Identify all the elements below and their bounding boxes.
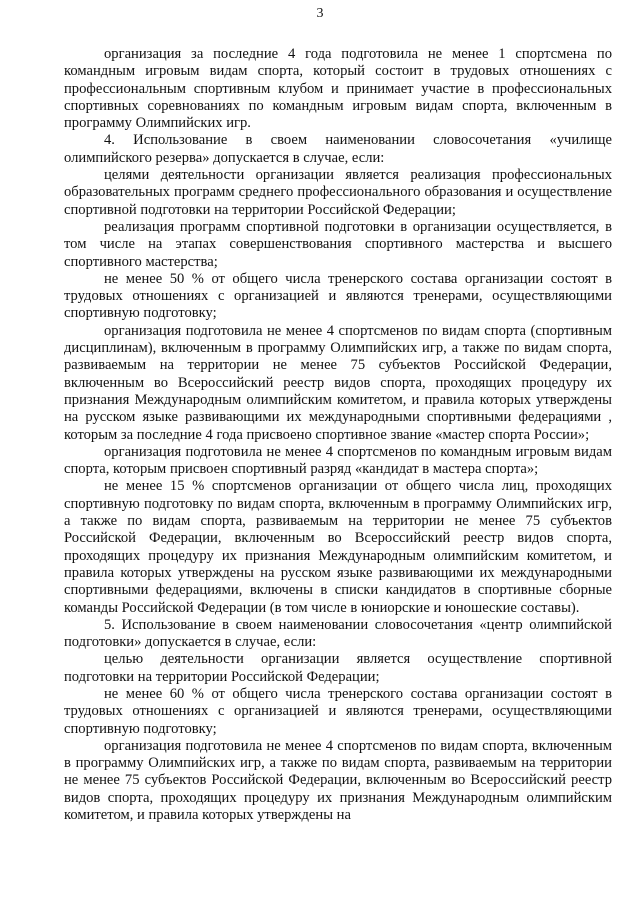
paragraph-section-4-heading: 4. Использование в своем наименовании словосочетания «училище олимпийского резерва» допускается в случае, если: <box>64 132 612 166</box>
paragraph-section-4-coaches: не менее 50 % от общего числа тренерского состава организации состоят в трудовых отношениях с организацией и являются тренерами, осуществляющими спортивную подготовку; <box>64 270 612 322</box>
paragraph-olympic-team-sports-clause: организация за последние 4 года подготовила не менее 1 спортсмена по командным игровым видам спорта, который состоит в трудовых отношениях с профессиональным спортивным клубом и принимает участие в профессиональных спортивных соревнованиях по командным игровым видам спорта, включенным в программу Олимпийских игр. <box>64 46 612 132</box>
paragraph-section-4-national-teams: не менее 15 % спортсменов организации от общего числа лиц, проходящих спортивную подготовку по видам спорта, включенным в программу Олимпийских игр, а также по видам спорта, развиваемым на территории не менее 75 субъектов Российской Федерации, включенным во Всероссийский реестр видов спорта, проходящих процедуру их признания Международным олимпийским комитетом, и правила которых утверждены на русском языке развивающими их международными спортивными федерациями, включены в списки кандидатов в спортивные сборные команды Российской Федерации (в том числе в юниорские и юношеские составы). <box>64 478 612 616</box>
paragraph-section-4-masters: организация подготовила не менее 4 спортсменов по видам спорта (спортивным дисциплинам), включенным в программу Олимпийских игр, а также по видам спорта, развиваемым на территории не менее 75 субъектов Российской Федерации, включенным во Всероссийский реестр видов спорта, проходящих процедуру их признания Международным олимпийским комитетом, и правила которых утверждены на русском языке развивающими их международными спортивными федерациями , которым за последние 4 года присвоено спортивное звание «мастер спорта России»; <box>64 322 612 443</box>
paragraph-section-5-goal: целью деятельности организации является осуществление спортивной подготовки на территории Российской Федерации; <box>64 651 612 685</box>
document-body <box>64 46 612 824</box>
paragraph-section-4-programs: реализация программ спортивной подготовки в организации осуществляется, в том числе на этапах совершенствования спортивного мастерства и высшего спортивного мастерства; <box>64 218 612 270</box>
paragraph-section-5-heading: 5. Использование в своем наименовании словосочетания «центр олимпийской подготовки» допускается в случае, если: <box>64 616 612 651</box>
paragraph-section-4-goals: целями деятельности организации является реализация профессиональных образовательных программ среднего профессионального образования и осуществление спортивной подготовки на территории Российской Федерации; <box>64 167 612 218</box>
paragraph-section-5-athletes: организация подготовила не менее 4 спортсменов по видам спорта, включенным в программу Олимпийских игр, а также по видам спорта, развиваемым на территории не менее 75 субъектов Российской Федерации, включенным во Всероссийский реестр видов спорта, проходящих процедуру их признания Международным олимпийским комитетом, и правила которых утверждены на <box>64 737 612 824</box>
paragraph-section-5-coaches: не менее 60 % от общего числа тренерского состава организации состоят в трудовых отношениях с организацией и являются тренерами, осуществляющими спортивную подготовку; <box>64 685 612 737</box>
paragraph-section-4-candidates: организация подготовила не менее 4 спортсменов по командным игровым видам спорта, которым присвоен спортивный разряд «кандидат в мастера спорта»; <box>64 443 612 478</box>
page-number: 3 <box>316 6 324 21</box>
